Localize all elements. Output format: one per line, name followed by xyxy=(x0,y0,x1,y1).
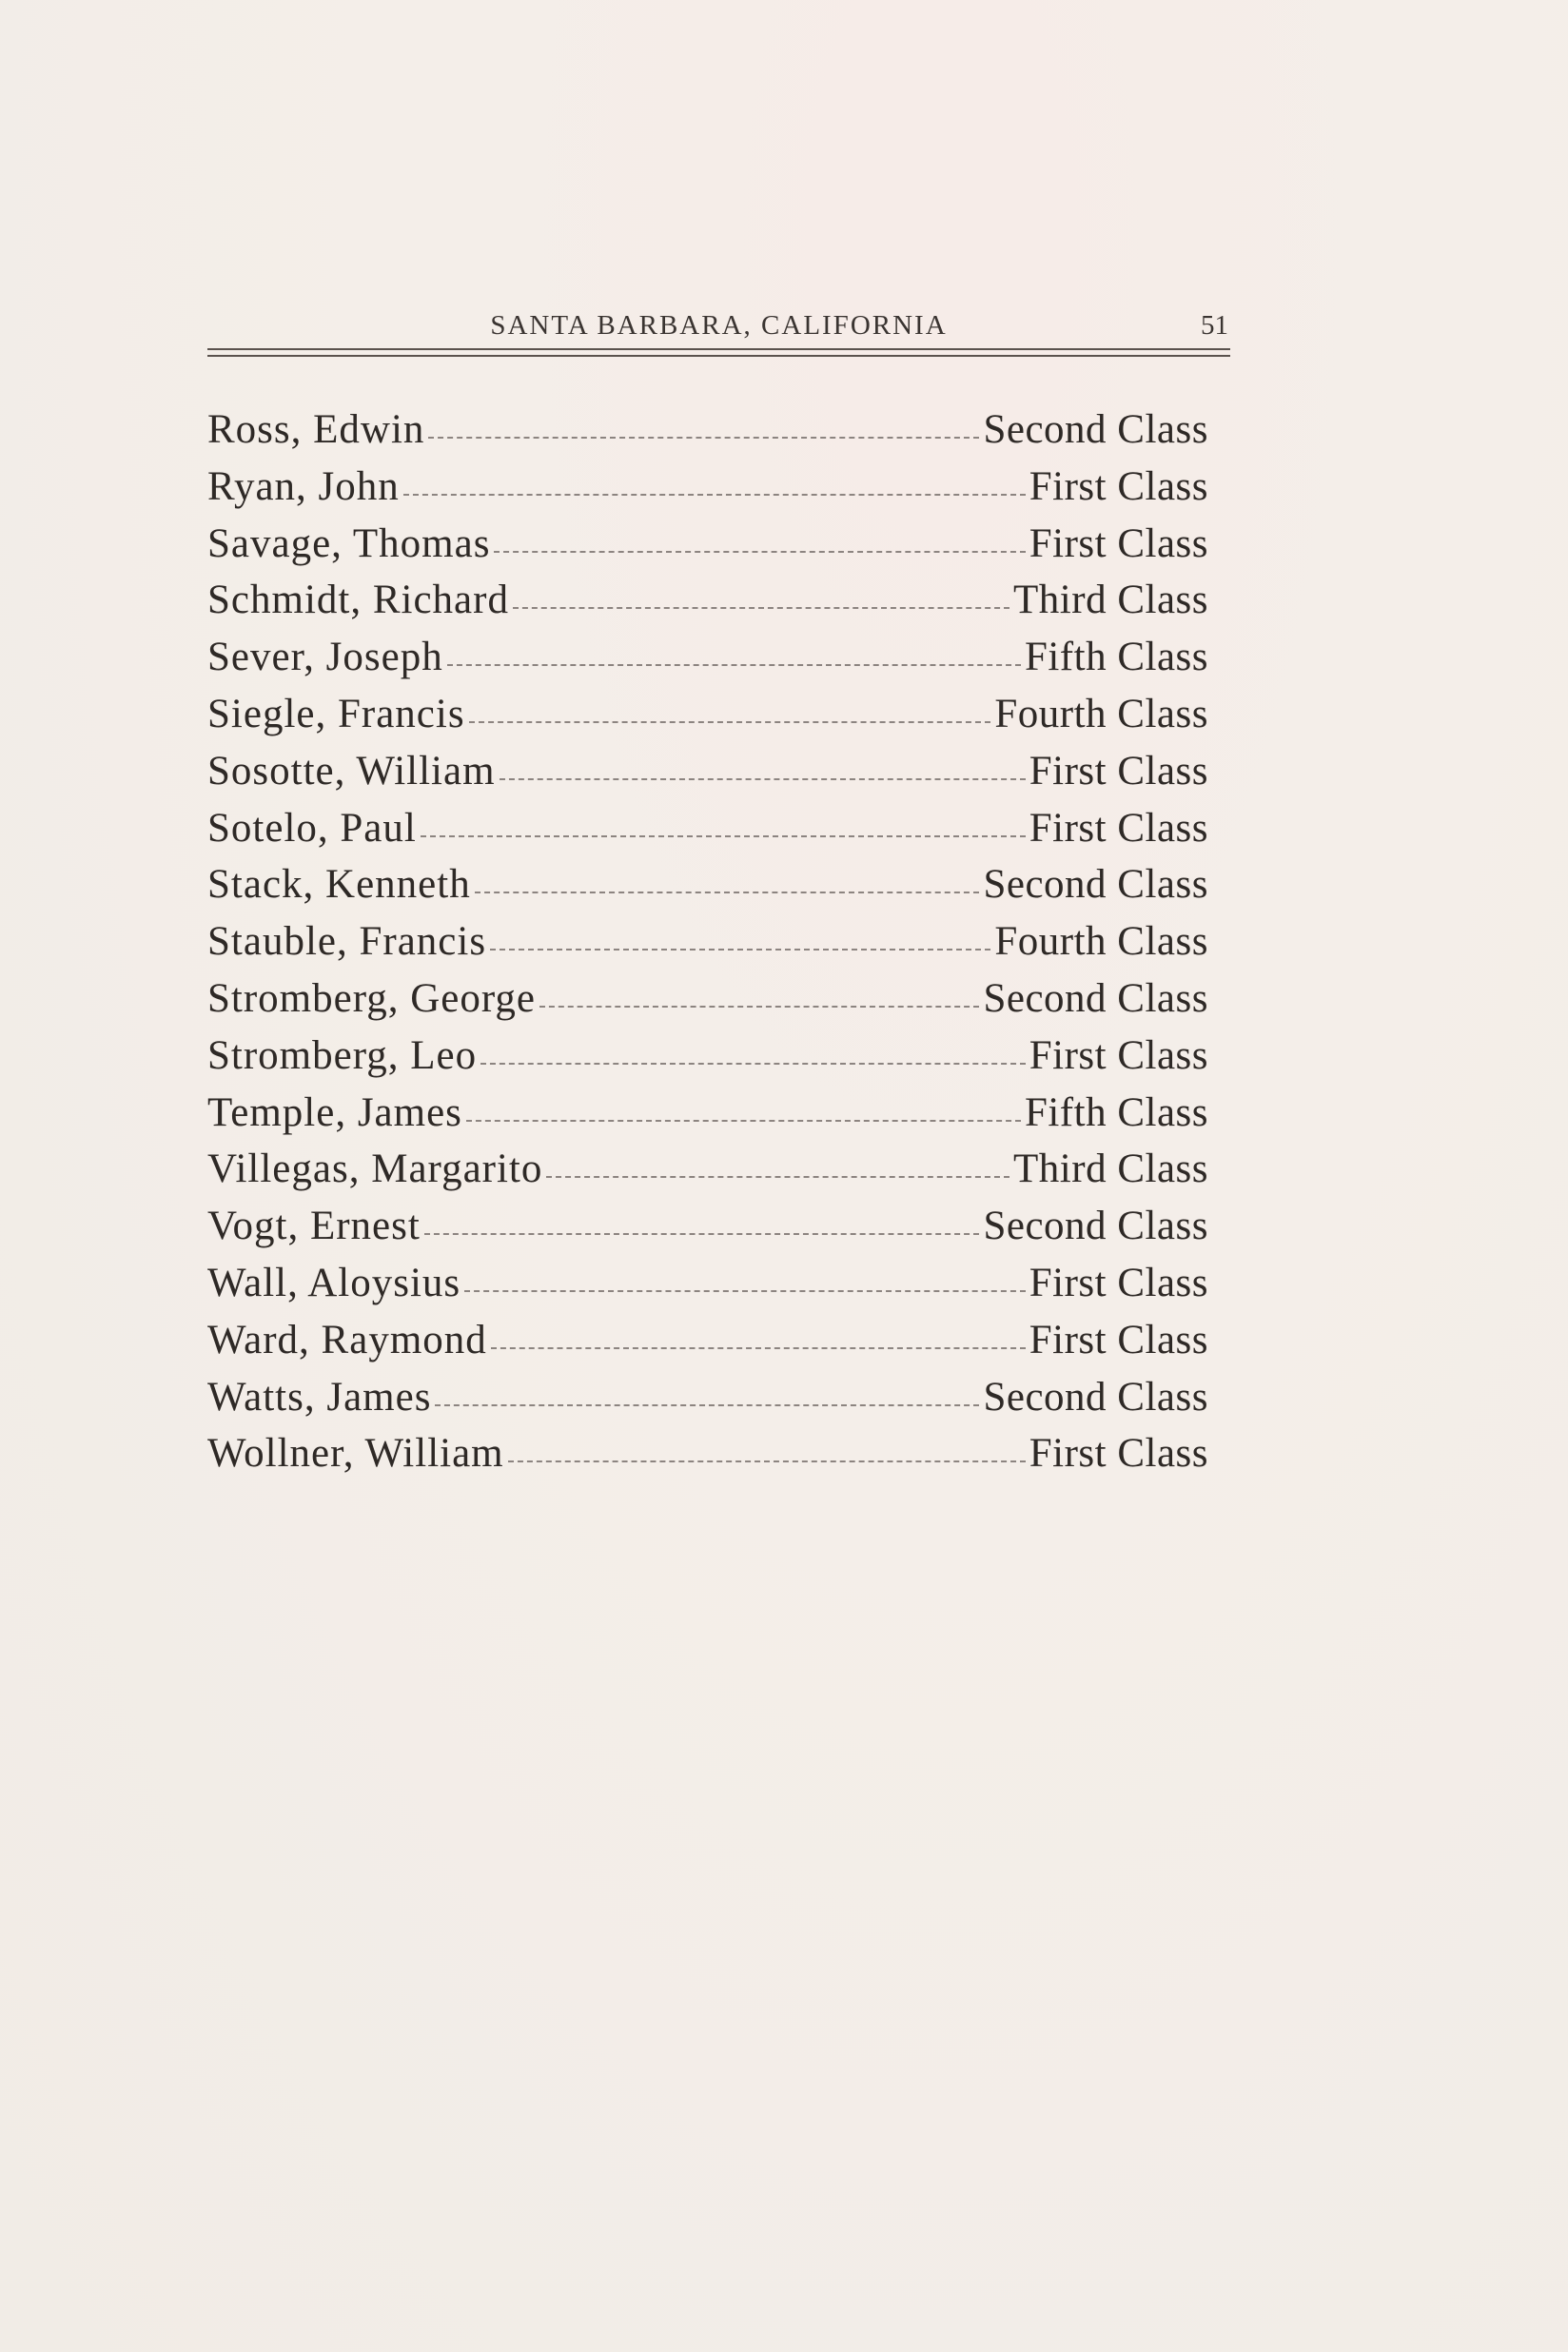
class-label: First Class xyxy=(1029,1032,1208,1078)
student-class-list xyxy=(207,402,1208,1482)
student-name: Sosotte, William xyxy=(207,748,496,794)
class-label: Fifth Class xyxy=(1024,635,1208,680)
list-item xyxy=(207,1425,1208,1482)
student-name: Stromberg, Leo xyxy=(207,1032,478,1078)
student-name: Savage, Thomas xyxy=(207,520,491,566)
class-label: Second Class xyxy=(983,975,1208,1021)
student-name: Temple, James xyxy=(207,1089,462,1135)
student-name: Ross, Edwin xyxy=(207,407,425,452)
dot-leader xyxy=(435,1404,979,1406)
class-label: First Class xyxy=(1029,463,1208,509)
class-label: Second Class xyxy=(983,407,1208,452)
class-label: First Class xyxy=(1029,520,1208,566)
student-name: Wollner, William xyxy=(207,1431,504,1477)
list-item xyxy=(207,1255,1208,1312)
student-name: Stack, Kenneth xyxy=(207,862,471,908)
dot-leader xyxy=(428,437,979,439)
student-name: Vogt, Ernest xyxy=(207,1204,421,1249)
page-number: 51 xyxy=(1201,310,1228,341)
list-item xyxy=(207,800,1208,857)
dot-leader xyxy=(469,721,991,723)
list-item xyxy=(207,970,1208,1028)
list-item xyxy=(207,1312,1208,1369)
dot-leader xyxy=(539,1006,979,1008)
dot-leader xyxy=(464,1290,1026,1292)
list-item xyxy=(207,686,1208,743)
list-item xyxy=(207,572,1208,629)
class-label: First Class xyxy=(1029,1317,1208,1362)
list-item xyxy=(207,743,1208,800)
student-name: Wall, Aloysius xyxy=(207,1260,461,1305)
class-label: First Class xyxy=(1029,1431,1208,1477)
list-item xyxy=(207,516,1208,573)
list-item xyxy=(207,1085,1208,1142)
class-label: Second Class xyxy=(983,1374,1208,1420)
class-label: First Class xyxy=(1029,748,1208,794)
dot-leader xyxy=(424,1233,980,1235)
header-title: SANTA BARBARA, CALIFORNIA xyxy=(490,310,948,341)
student-name: Ryan, John xyxy=(207,463,400,509)
class-label: Fifth Class xyxy=(1024,1089,1208,1135)
dot-leader xyxy=(403,494,1026,496)
list-item xyxy=(207,856,1208,913)
student-name: Schmidt, Richard xyxy=(207,578,509,623)
header-rule-top xyxy=(207,348,1230,350)
list-item xyxy=(207,402,1208,459)
list-item xyxy=(207,1141,1208,1198)
student-name: Sotelo, Paul xyxy=(207,805,417,851)
list-item xyxy=(207,913,1208,970)
list-item xyxy=(207,1369,1208,1426)
student-name: Ward, Raymond xyxy=(207,1317,487,1362)
list-item xyxy=(207,459,1208,516)
dot-leader xyxy=(475,892,980,893)
class-label: Third Class xyxy=(1013,1147,1208,1192)
student-name: Siegle, Francis xyxy=(207,691,465,736)
list-item xyxy=(207,629,1208,686)
dot-leader xyxy=(508,1460,1026,1462)
class-label: Fourth Class xyxy=(994,691,1208,736)
dot-leader xyxy=(490,949,990,951)
dot-leader xyxy=(494,551,1025,553)
student-name: Watts, James xyxy=(207,1374,432,1420)
dot-leader xyxy=(447,664,1021,666)
class-label: Second Class xyxy=(983,862,1208,908)
list-item xyxy=(207,1198,1208,1255)
dot-leader xyxy=(466,1120,1021,1122)
dot-leader xyxy=(500,778,1026,780)
class-label: First Class xyxy=(1029,1260,1208,1305)
student-name: Stauble, Francis xyxy=(207,919,487,965)
list-item xyxy=(207,1028,1208,1085)
student-name: Sever, Joseph xyxy=(207,635,443,680)
class-label: Fourth Class xyxy=(994,919,1208,965)
student-name: Villegas, Margarito xyxy=(207,1147,543,1192)
header-rule-bottom xyxy=(207,355,1230,357)
dot-leader xyxy=(480,1063,1026,1065)
running-header xyxy=(207,306,1230,354)
dot-leader xyxy=(513,607,1009,609)
class-label: Third Class xyxy=(1013,578,1208,623)
dot-leader xyxy=(546,1176,1009,1178)
class-label: Second Class xyxy=(983,1204,1208,1249)
class-label: First Class xyxy=(1029,805,1208,851)
dot-leader xyxy=(421,835,1026,837)
dot-leader xyxy=(491,1347,1026,1349)
student-name: Stromberg, George xyxy=(207,975,537,1021)
